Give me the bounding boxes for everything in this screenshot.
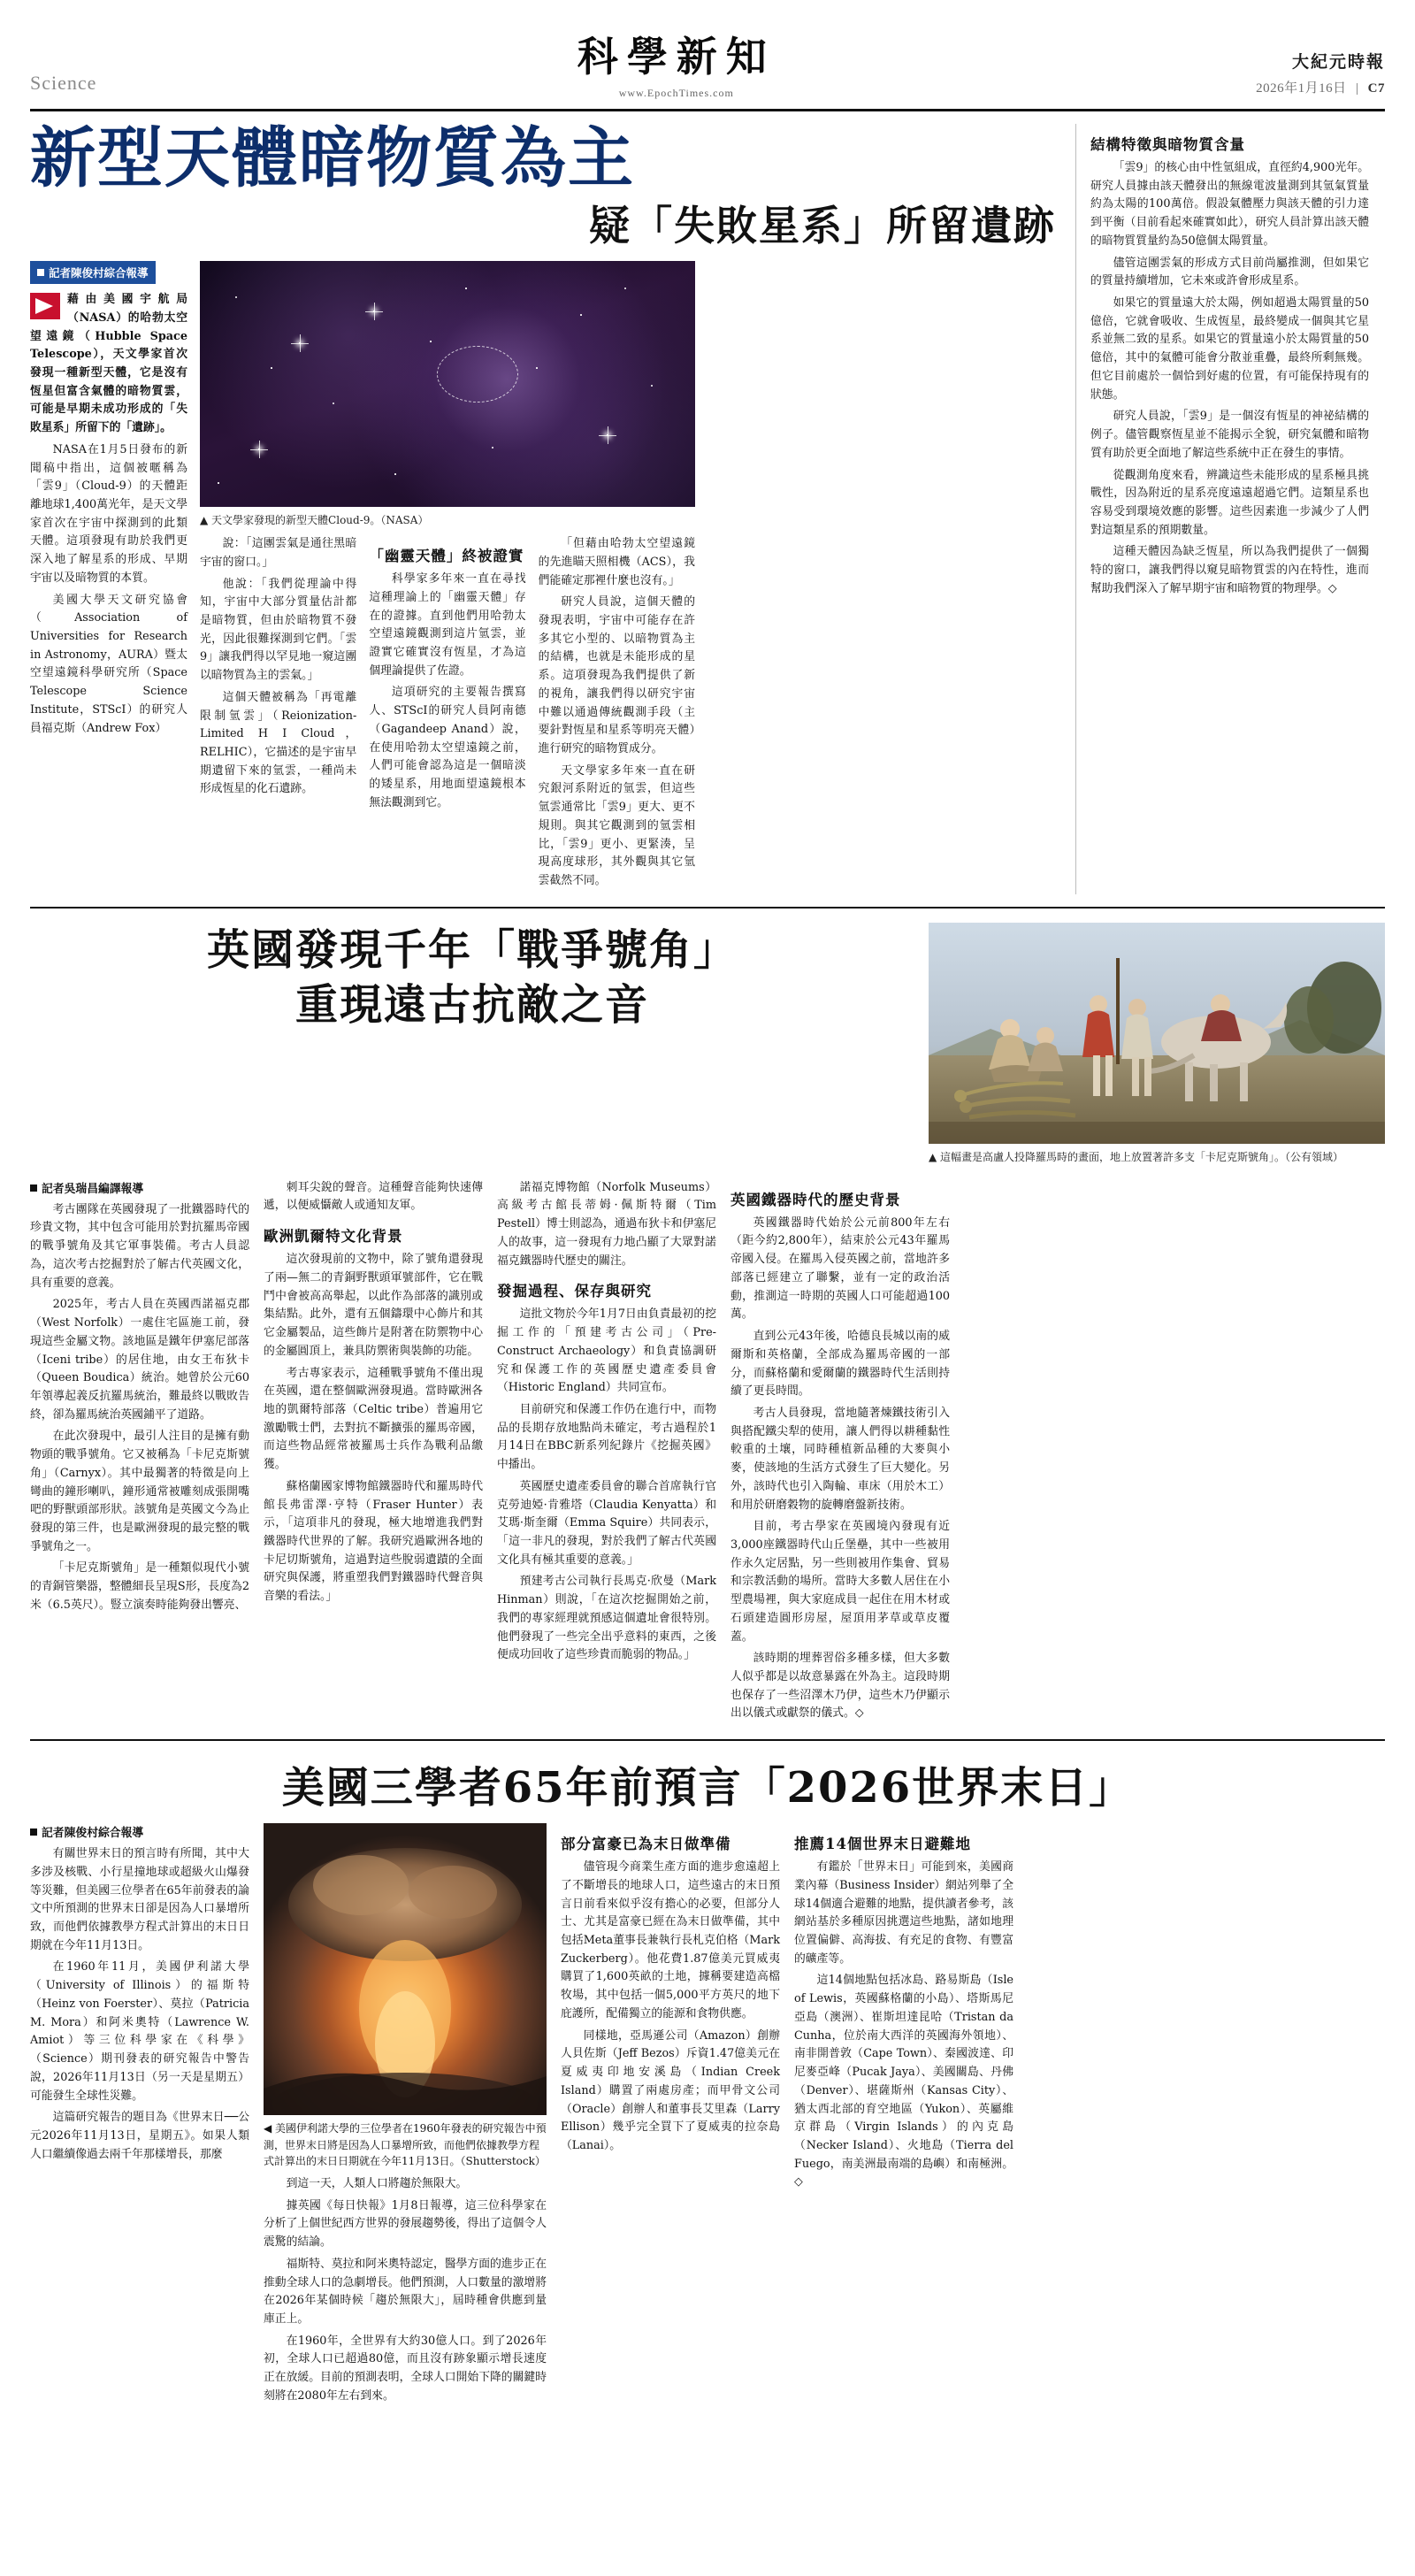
story3-headline: 美國三學者65年前預言「2026世界末日」 [281,1763,1134,1813]
story-doomsday [30,1753,1385,2409]
section-divider-2 [30,1739,1385,1741]
star-dot [536,367,538,369]
story2-p10: 這批文物於今年1月7日由負責最初的挖掘工作的「預建考古公司」（Pre-Construct Archaeology）和負責協調研究和保護工作的英國歷史遺產委員會（Historic England）共同宣布。 [497,1307,716,1395]
story2-p13: 預建考古公司執行長馬克·欣曼（Mark Hinman）則說，「在這次挖掘開始之前，我們的專家經理就預感這個遺址會很特別。他們發現了一些完全出乎意料的東西，之後便成功回收了這些珍貴而脆弱的物品。」 [497,1575,716,1662]
masthead-center [96,25,1256,100]
story2-headline-line2: 重現遠古抗敵之音 [294,980,649,1031]
story1-columns [30,261,1061,894]
story2-col-4 [730,1179,950,1727]
story3-columns [30,1823,1385,2409]
story2-p5: 刺耳尖銳的聲音。這種聲音能夠快速傳遞，以便威懾敵人或通知友軍。 [264,1180,483,1213]
story1-kicker [30,261,156,284]
story1-sidebar [1075,124,1369,894]
story3-subhead-shelters: 推薦14個世界末日避難地 [794,1836,971,1853]
story2-p18: 該時期的埋葬習俗多種多樣，但大多數人似乎都是以故意暴露在外為主。這段時期也保存了一些沼澤木乃伊，這些木乃伊顯示出以儀式或獻祭的儀式。◇ [730,1652,950,1721]
story1-p6: 科學家多年來一直在尋找這種理論上的「幽靈天體」存在的證據。直到他們用哈勃太空望遠鏡觀測到這片氫雲，並證實它確實沒有恆星，才為這個理論提供了佐證。 [369,572,526,678]
sidebar-p1: 「雲9」的核心由中性氫組成，直徑約4,900光年。研究人員據由該天體發出的無線電波量測到其氫氣質量約為太陽的100萬倍。假設氣體壓力與該天體的引力達到平衡（目前看起來確實如此），研究人員計算出該天體的暗物質質量約為50億個太陽質量。 [1090,161,1369,248]
story1-headline: 新型天體暗物質為主 [30,120,635,196]
story3-p7: 在1960年，全世界有大約30億人口。到了2026年初，全球人口已超過80億，而且沒有跡象顯示增長速度正在放緩。目前的預測表明，全球人口開始下降的關鍵時刻將在2080年左右到來。 [264,2334,547,2403]
story1-p9: 研究人員說，這個天體的發現表明，宇宙中可能存在許多其它小型的、以暗物質為主的結構，也就是未能形成的星系。這項發現為我們提供了新的視角，讓我們得以研究宇宙中難以通過傳統觀測手段（主要針對恆星和星系等明亮天體）進行研究的暗物質成分。 [538,595,695,755]
page-title: 科學新知 [577,33,776,80]
star-dot [465,288,467,289]
story3-p1: 有關世界末日的預言時有所聞，其中大多涉及核戰、小行星撞地球或超級火山爆發等災難，但美國三位學者在65年前發表的論文中所預測的世界末日卻是因為人口暴增所致，而他們依據教學方程式計算出的末日日期就在今年11月13日。 [30,1847,249,1952]
story3-col-4 [794,1823,1013,2409]
byline-square-icon [30,1828,37,1836]
story2-col-3 [497,1179,716,1727]
red-arrow-icon [30,293,60,319]
kicker-square-icon [37,269,44,276]
story2-p3: 在此次發現中，最引人注目的是擁有動物頭的戰爭號角。它又被稱為「卡尼克斯號角」（Carnyx）。其中最獨著的特徵是向上彎曲的鐘形喇叭，鐘形通常被雕刻成張開嘴吧的野獸頭部形狀。該號角是英國文今為止發現的第三件，也是歐洲發現的最完整的戰爭號角之一。 [30,1430,249,1553]
nuclear-explosion-photo [264,1823,547,2115]
story2-headline-line1: 英國發現千年「戰爭號角」 [206,924,738,975]
roman-surrender-painting [929,923,1385,1144]
story3-p10: 有鑑於「世界末日」可能到來，美國商業內幕（Business Insider）網站列舉了全球14個適合避難的地點，提供讀者參考，該網站基於多種原因挑選這些地點，諸如地理位置偏僻、高海拔、有充足的食物、有豐富的礦產等。 [794,1860,1013,1966]
cloud9-marker-ring [437,346,518,402]
nebula-photo [200,261,695,507]
story3-p9: 同樣地，亞馬遜公司（Amazon）創辦人貝佐斯（Jeff Bezos）斥資1.47億美元在夏威夷印地安溪島（Indian Creek Island）購置了兩處房產；而甲骨文公司（Oracle）創辦人和董事長艾里森（Larry Ellison）幾乎完全買下了夏威夷的拉奈島（Lanai）。 [561,2028,780,2152]
sidebar-p6: 這種天體因為缺乏恆星，所以為我們提供了一個獨特的窗口，讓我們得以窺見暗物質雲的內在特性，進而幫助我們深入了解早期宇宙和暗物質的物理學。◇ [1090,545,1369,595]
sidebar-p5: 從觀測角度來看，辨識這些未能形成的星系極具挑戰性，因為附近的星系亮度遠遠超過它們。這類星系也容易受到環境效應的影響。這些因素進一步減少了人們對這類星系的預期數量。 [1090,468,1369,537]
story2-p9: 諾福克博物館（Norfolk Museums）高級考古館長蒂姆·佩斯特爾（Tim Pestell）博士則認為，通過布狄卡和伊塞尼人的故事，這一發現有力地凸顯了大眾對諾福克鐵器時代歷史的關注。 [497,1180,716,1268]
story2-p2: 2025年，考古人員在英國西諾福克郡（West Norfolk）一處住宅區施工前，發現這些金屬文物。該地區是鐵年伊塞尼部落（Iceni tribe）的居住地，由女王布狄卡（Queen Boudica）統治。她曾於公元60年領導起義反抗羅馬統治，難最終以戰敗告終，卻為羅馬統治英國鋪平了道路。 [30,1298,249,1422]
story2-p6: 這次發現前的文物中，除了號角還發現了兩—無二的青銅野獸頭軍號部件，它在戰鬥中會被高高舉起，以此作為部落的識別或集結點。此外，還有五個鑄環中心飾片和其它金屬製品，這些飾片是附著在防禦物中心的金屬圓頂上，兼具防禦術與裝飾的功能。 [264,1253,483,1358]
story1-lead: 藉由美國宇航局（NASA）的哈勃太空望遠鏡（Hubble Space Telescope），天文學家首次發現一種新型天體，它是沒有恆星但富含氣體的暗物質雲，可能是早期未成功形成的「失敗星系」所留下的「遺跡」。 [30,293,187,435]
date-text: 2026年1月16日 [1256,81,1347,96]
story3-col-1 [30,1823,249,2409]
explosion-svg [264,1823,547,2115]
kicker-label: 記者陳俊村綜合報導 [49,266,149,280]
story-dark-matter [30,120,1385,894]
story2-byline [30,1179,249,1196]
masthead-right [1256,49,1385,100]
story2-headline-block [30,923,914,1172]
story1-photo-caption: ▲ 天文學家發現的新型天體Cloud-9。（NASA） [200,514,429,527]
sidebar-p3: 如果它的質量遠大於太陽，例如超過太陽質量的50億倍，它就會吸收、生成恆星，最終變成一個與其它星系並無二致的星系。如果它的質量遠小於太陽質量的50億倍，其中的氣體可能會分散並重疊，最終所剩無幾。但它目前處於一個恰到好處的位置，有可能保持現有的狀態。 [1090,296,1369,402]
story2-col-2 [264,1179,483,1727]
painting-svg [929,923,1385,1144]
story2-col-1 [30,1179,249,1727]
story1-p7: 這項研究的主要報告撰寫人、STScI的研究人員阿南德（Gagandeep Anand）說，在使用哈勃太空望遠鏡之前，人們可能會認為這是一個暗淡的矮星系，用地面望遠鏡根本無法觀測到它。 [369,686,526,809]
story3-image-block [264,1823,547,2409]
story1-p2: 美國大學天文研究協會（Association of Universities for Research in Astronomy，AURA）暨太空望遠鏡科學研究所（Space Telescope Science Institute，STScI）的研究人員福克斯（Andrew Fox） [30,593,187,735]
brand-name: 大紀元時報 [1291,52,1385,72]
dateline [1256,78,1385,96]
story2-columns [30,1179,1385,1727]
story3-subhead-rich: 部分富豪已為末日做準備 [561,1836,731,1853]
story3-p6: 福斯特、莫拉和阿米奧特認定，醫學方面的進步正在推動全球人口的急劇增長。他們預測，人口數量的激增將在2026年某個時候「趨於無限大」，屆時種會供應到量庫正上。 [264,2257,547,2326]
story1-p8: 「但藉由哈勃太空望遠鏡的先進瞄天照相機（ACS），我們能確定那裡什麼也沒有。」 [538,537,695,587]
story3-p4: 到這一天，人類人口將趨於無限大。 [286,2176,468,2190]
star-dot [218,482,219,484]
star-bright-3 [607,434,608,436]
story2-p14: 英國鐵器時代始於公元前800年左右（距今約2,800年），結束於公元43年羅馬帝國入侵。在羅馬入侵英國之前，當地許多部落已經建立了聯繫，並有一定的政治活動，推測這一時期的英國人口可能超過100萬。 [730,1215,950,1322]
star-bright-1 [299,342,301,344]
star-bright-4 [258,448,260,450]
story1-lead-wrap [30,291,187,438]
story3-byline [30,1823,249,1840]
story1-col-3 [369,535,525,894]
dateline-separator: | [1355,81,1359,96]
story2-p17: 目前，考古學家在英國境內發現有近3,000座鐵器時代山丘堡壘，其中一些被用作永久定居點，另一些則被用作集會、貿易和宗教活動的場所。當時大多數人居住在小型農場裡，與大家庭成員一起住在用木材或石頭建造圓形房屋，屋頂用茅草或草皮覆蓋。 [730,1520,950,1644]
page-number: C7 [1367,81,1385,96]
star-bright-2 [373,310,375,312]
story2-p4: 「卡尼克斯號角」是一種類似現代小號的青銅管樂器，整體細長呈現S形，長度為2米（6.5英尺）。豎立演奏時能夠發出響亮、 [30,1561,249,1612]
story2-image-block [929,923,1385,1172]
story-war-horn [30,923,1385,1727]
story2-subhead-celtic: 歐洲凱爾特文化背景 [264,1228,403,1246]
story1-subhead-ghost: 「幽靈天體」終被證實 [369,548,524,565]
story1-p4: 他說：「我們從理論中得知，宇宙中大部分質量估計都是暗物質，但由於暗物質不發光，因此很難探測到它們。「雲9」讓我們得以罕見地一窺這團以暗物質為主的雲氣。」 [200,577,357,683]
story2-p8: 蘇格蘭國家博物館鐵器時代和羅馬時代館長弗雷澤·亨特（Fraser Hunter）表示，「這項非凡的發現，極大地增進我們對鐵器時代世界的了解。我研究過歐洲各地的卡尼切斯號角，這過對這些脫弱遺蹟的全面研究與保護，將重塑我們對鐵器時代聲音與音樂的看法。」 [264,1479,483,1604]
star-dot [394,473,396,475]
story2-byline-label: 記者吳瑞昌編譯報導 [42,1182,144,1196]
masthead [30,25,1385,111]
story3-p5: 據英國《每日快報》1月8日報導，這三位科學家在分析了上個世紀西方世界的發展趨勢後，得出了這個令人震驚的結論。 [264,2198,547,2250]
story2-top [30,923,1385,1172]
story2-caption: ▲ 這幅畫是高盧人投降羅馬時的畫面，地上放置著許多支「卡尼克斯號角」。（公有領域） [929,1150,1344,1163]
star-dot [271,367,272,369]
story3-caption: ◀ 美國伊利諾大學的三位學者在1960年發表的研究報告中預測，世界末日將是因為人口暴增所致，而他們依據教學方程式計算出的末日日期就在今年11月13日。（Shutterstock） [264,2122,547,2168]
story1-main [30,120,1061,894]
star-dot [580,314,582,316]
story1-col-2 [200,535,356,894]
story1-p5: 這個天體被稱為「再電離限制氫雲」（Reionization-Limited H I Cloud，RELHIC），它描述的是宇宙早期遺留下來的氫雲，一種尚未形成恆星的化石遺跡。 [200,690,357,796]
story2-subhead-excavation: 發掘過程、保存與研究 [497,1283,652,1300]
story1-col-1 [30,261,187,894]
sidebar-p2: 儘管這團雲氣的形成方式目前尚屬推測，但如果它的質量持續增加，它未來或許會形成星系。 [1090,256,1369,288]
story3-p3: 這篇研究報告的題目為《世界末日──公元2026年11月13日，星期五》。如果人類人口繼續像過去兩千年那樣增長，那麼 [30,2111,249,2161]
story3-p8: 儘管現今商業生產方面的進步愈遠超上了不斷增長的地球人口，這些遠古的末日預言日前看來似乎沒有擔心的必要，但部分人士、尤其是富豪已經在為末日做準備，其中包括Meta董事長兼執行長札克伯格（Mark Zuckerberg）。他花費1.87億美元買威夷購買了1,600英畝的土地，據稱要建造高檔牧場，其中包括一個5,000平方英尺的地下庇護所，配備獨立的能源和食物供應。 [561,1860,780,2020]
story2-p16: 考古人員發現，當地隨著煉鐵技術引入與搭配鐵尖犁的使用，讓人們得以耕種黏性較重的土壤，同時種植新品種的大麥與小麥，使該地的生活方式發生了巨大變化。另外，該時代也引入陶輪、車床（用於木工）和用於研磨穀物的旋轉磨盤新技術。 [730,1406,950,1512]
story1-p10: 天文學家多年來一直在研究銀河系附近的氫雲，但這些氫雲通常比「雲9」更大、更不規則。與其它觀測到的氫雲相比，「雲9」更小、更緊湊，呈現高度球形，其外觀與其它氫雲截然不同。 [538,763,695,888]
story2-subhead-ironage: 英國鐵器時代的歷史背景 [730,1191,901,1208]
story2-p1: 考古團隊在英國發現了一批鐵器時代的珍貴文物，其中包含可能用於對抗羅馬帝國的戰爭號角及其它軍事裝備。考古人員認為，這次考古挖掘對於了解古代英國文化，具有重要的意義。 [30,1202,249,1290]
story1-p3: 說：「這團雲氣是通往黑暗宇宙的窗口。」 [200,537,357,569]
story1-lower-columns [200,535,695,894]
section-divider-1 [30,907,1385,908]
section-label: Science [30,72,97,94]
story1-headline-block [30,120,1061,250]
story2-p7: 考古專家表示，這種戰爭號角不僅出現在英國，還在整個歐洲發現過。當時歐洲各地的凱爾特部落（Celtic tribe）普遍用它激勵戰士們，去對抗不斷擴張的羅馬帝國，而這些物品經常被羅馬士兵作為戰利品繳獲。 [264,1366,483,1472]
byline-square-icon [30,1184,37,1192]
story2-p11: 目前研究和保護工作仍在進行中，而物品的長期存放地點尚未確定，考古過程於1月14日在BBC新系列紀錄片《挖掘英國》中播出。 [497,1402,716,1472]
story3-p2: 在1960年11月，美國伊利諾大學（University of Illinois）的福斯特（Heinz von Foerster）、莫拉（Patricia M. Mora）和阿米奧特（Lawrence W. Amiot）等三位科學家在《科學》（Science）期刊發表的研究報告中警告說，2026年11月13日（另一天是星期五）可能發生全球性災難。 [30,1960,249,2103]
story1-subheadline: 疑「失敗星系」所留遺跡 [589,201,1056,249]
story2-p15: 直到公元43年後，哈德良長城以南的威爾斯和英格蘭，全部成為羅馬帝國的一部分，而蘇格蘭和愛爾蘭的鐵器時代生活則持續了更長時間。 [730,1330,950,1399]
story1-photo-block [200,261,695,894]
story1-col-4 [539,535,695,894]
story2-p12: 英國歷史遺產委員會的聯合首席執行官克勞迪婭·肯雅塔（Claudia Kenyatta）和艾瑪·斯奎爾（Emma Squire）共同表示，「這一非凡的發現，對於我們了解古代英國文化具有極其重要的意義。」 [497,1479,716,1567]
story1-p1: NASA在1月5日發布的新聞稿中指出，這個被暱稱為「雲9」（Cloud-9）的天體距離地球1,400萬光年，是天文學家首次在宇宙中探測到的此類天體。這項發現有助於我們更深入地了解星系的形成、早期宇宙以及暗物質的本質。 [30,442,187,585]
star-dot [430,341,432,342]
sidebar-p4: 研究人員說，「雲9」是一個沒有恆星的神祕結構的例子。儘管觀察恆星並不能揭示全貌，研究氣體和暗物質有助於更全面地了解這些系統中正在發生的事情。 [1090,410,1369,460]
site-url: www.EpochTimes.com [618,87,734,99]
sidebar-subhead: 結構特徵與暗物質含量 [1090,136,1245,153]
story3-col-3 [561,1823,780,2409]
story3-byline-label: 記者陳俊村綜合報導 [42,1827,144,1841]
story3-p11: 這14個地點包括冰島、路易斯島（Isle of Lewis，英國蘇格蘭的小島）、塔斯馬尼亞島（澳洲）、崔斯坦達昆哈（Tristan da Cunha，位於南大西洋的英國海外領地）、南非開普敦（Cape Town）、秦國波達、印尼麥亞峰（Pucak Jaya）、美國關島、丹佛（Denver）、堪薩斯州（Kansas City）、猶太西北部的育空地區（Yukon）、英屬維京群島（Virgin Islands）的內克島（Necker Island）、火地島（Tierra del Fuego，南美洲最南端的島嶼）和南極洲。◇ [794,1974,1013,2189]
